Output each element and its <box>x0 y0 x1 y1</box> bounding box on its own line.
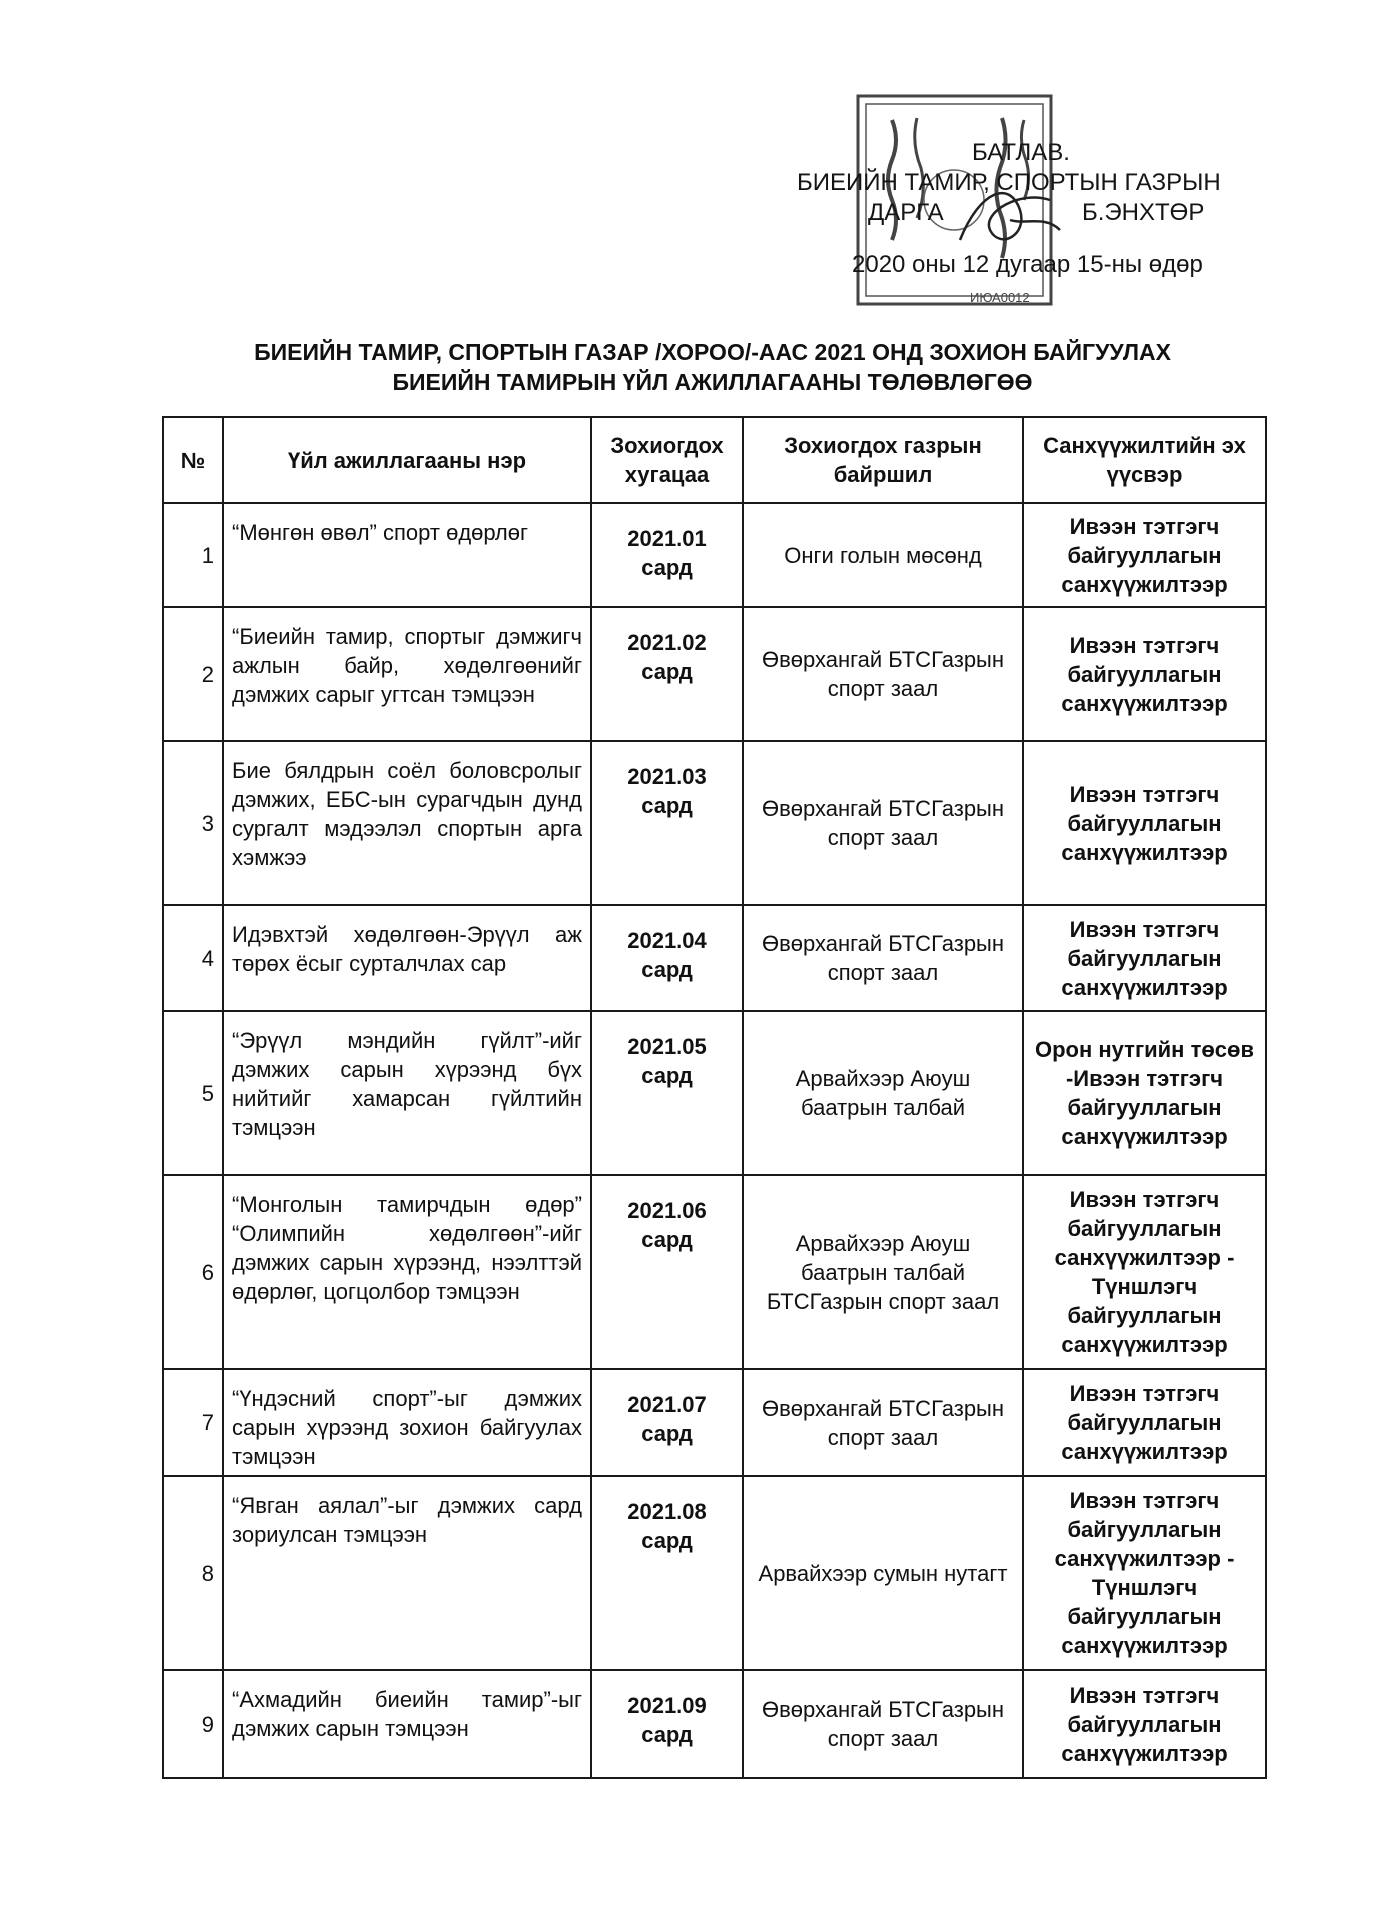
table-row <box>163 1369 1266 1476</box>
cell-location: Өвөрхангай БТСГазрын спорт заал <box>743 741 1023 905</box>
header-activity-name: Үйл ажиллагааны нэр <box>223 417 591 503</box>
cell-funding: Ивээн тэтгэгч байгууллагын санхүүжилтээр <box>1023 503 1266 607</box>
cell-date: 2021.02 сард <box>591 607 743 741</box>
table-row <box>163 1011 1266 1175</box>
cell-activity: “Биеийн тамир, спортыг дэмжигч ажлын байр, хөдөлгөөнийг дэмжих сарыг угтсан тэмцээн <box>223 607 591 741</box>
cell-number: 7 <box>163 1369 223 1476</box>
cell-location: Өвөрхангай БТСГазрын спорт заал <box>743 905 1023 1011</box>
cell-activity: “Эрүүл мэндийн гүйлт”-ийг дэмжих сарын хүрээнд бүх нийтийг хамарсан гүйлтийн тэмцээн <box>223 1011 591 1175</box>
cell-activity: Идэвхтэй хөдөлгөөн-Эрүүл аж төрөх ёсыг сурталчлах сар <box>223 905 591 1011</box>
approval-block <box>790 138 1260 280</box>
approval-heading: БАТЛАВ. <box>972 139 1070 166</box>
cell-number: 2 <box>163 607 223 741</box>
header-number: № <box>163 417 223 503</box>
cell-funding: Орон нутгийн төсөв -Ивээн тэтгэгч байгууллагын санхүүжилтээр <box>1023 1011 1266 1175</box>
cell-number: 1 <box>163 503 223 607</box>
cell-location: Өвөрхангай БТСГазрын спорт заал <box>743 1369 1023 1476</box>
table-row <box>163 607 1266 741</box>
approval-position: ДАРГА <box>868 199 944 226</box>
cell-date: 2021.01 сард <box>591 503 743 607</box>
cell-activity: “Явган аялал”-ыг дэмжих сард зориулсан тэмцээн <box>223 1476 591 1670</box>
table-header-row <box>163 417 1266 503</box>
cell-activity: Бие бялдрын соёл боловсролыг дэмжих, ЕБС-ын сурагчдын дунд сургалт мэдээлэл спортын арга хэмжээ <box>223 741 591 905</box>
cell-number: 6 <box>163 1175 223 1369</box>
cell-funding: Ивээн тэтгэгч байгууллагын санхүүжилтээр <box>1023 607 1266 741</box>
document-title <box>160 337 1265 397</box>
cell-activity: “Монголын тамирчдын өдөр” “Олимпийн хөдөлгөөн”-ийг дэмжих сарын хүрээнд, нээлттэй өдөрлөг, цогцолбор тэмцээн <box>223 1175 591 1369</box>
header-date: Зохиогдох хугацаа <box>591 417 743 503</box>
cell-date: 2021.09 сард <box>591 1670 743 1778</box>
cell-location: Арвайхээр Аюуш баатрын талбай <box>743 1011 1023 1175</box>
header-location: Зохиогдох газрын байршил <box>743 417 1023 503</box>
cell-funding: Ивээн тэтгэгч байгууллагын санхүүжилтээр <box>1023 741 1266 905</box>
cell-number: 9 <box>163 1670 223 1778</box>
cell-location: Арвайхээр Аюуш баатрын талбай БТСГазрын спорт заал <box>743 1175 1023 1369</box>
cell-number: 8 <box>163 1476 223 1670</box>
title-line-2: БИЕИЙН ТАМИРЫН ҮЙЛ АЖИЛЛАГААНЫ ТӨЛӨВЛӨГӨӨ <box>392 369 1033 395</box>
cell-funding: Ивээн тэтгэгч байгууллагын санхүүжилтээр - Түншлэгч байгууллагын санхүүжилтээр <box>1023 1175 1266 1369</box>
table-row <box>163 1175 1266 1369</box>
table-row <box>163 503 1266 607</box>
table-row <box>163 905 1266 1011</box>
approval-organization: БИЕИЙН ТАМИР, СПОРТЫН ГАЗРЫН <box>797 169 1221 196</box>
header-funding: Санхүүжилтийн эх үүсвэр <box>1023 417 1266 503</box>
cell-date: 2021.06 сард <box>591 1175 743 1369</box>
plan-table <box>162 416 1267 1779</box>
table-row <box>163 741 1266 905</box>
cell-funding: Ивээн тэтгэгч байгууллагын санхүүжилтээр <box>1023 1369 1266 1476</box>
title-line-1: БИЕИЙН ТАМИР, СПОРТЫН ГАЗАР /ХОРОО/-ААС 2021 ОНД ЗОХИОН БАЙГУУЛАХ <box>254 339 1171 365</box>
cell-date: 2021.08 сард <box>591 1476 743 1670</box>
table-row <box>163 1670 1266 1778</box>
approval-date: 2020 оны 12 дугаар 15-ны өдөр <box>852 251 1203 278</box>
cell-date: 2021.03 сард <box>591 741 743 905</box>
cell-date: 2021.05 сард <box>591 1011 743 1175</box>
cell-activity: “Ахмадийн биеийн тамир”-ыг дэмжих сарын тэмцээн <box>223 1670 591 1778</box>
cell-activity: “Үндэсний спорт”-ыг дэмжих сарын хүрээнд зохион байгуулах тэмцээн <box>223 1369 591 1476</box>
cell-date: 2021.04 сард <box>591 905 743 1011</box>
stamp-code: ИЮА0012 <box>970 290 1030 305</box>
cell-funding: Ивээн тэтгэгч байгууллагын санхүүжилтээр <box>1023 1670 1266 1778</box>
cell-date: 2021.07 сард <box>591 1369 743 1476</box>
cell-funding: Ивээн тэтгэгч байгууллагын санхүүжилтээр <box>1023 905 1266 1011</box>
cell-location: Өвөрхангай БТСГазрын спорт заал <box>743 607 1023 741</box>
cell-location: Өвөрхангай БТСГазрын спорт заал <box>743 1670 1023 1778</box>
cell-number: 4 <box>163 905 223 1011</box>
approval-name: Б.ЭНХТӨР <box>1082 199 1205 226</box>
approval-signatory <box>790 198 1260 228</box>
cell-number: 3 <box>163 741 223 905</box>
cell-location: Арвайхээр сумын нутагт <box>743 1476 1023 1670</box>
cell-activity: “Мөнгөн өвөл” спорт өдөрлөг <box>223 503 591 607</box>
cell-location: Онги голын мөсөнд <box>743 503 1023 607</box>
table-row <box>163 1476 1266 1670</box>
cell-funding: Ивээн тэтгэгч байгууллагын санхүүжилтээр - Түншлэгч байгууллагын санхүүжилтээр <box>1023 1476 1266 1670</box>
cell-number: 5 <box>163 1011 223 1175</box>
